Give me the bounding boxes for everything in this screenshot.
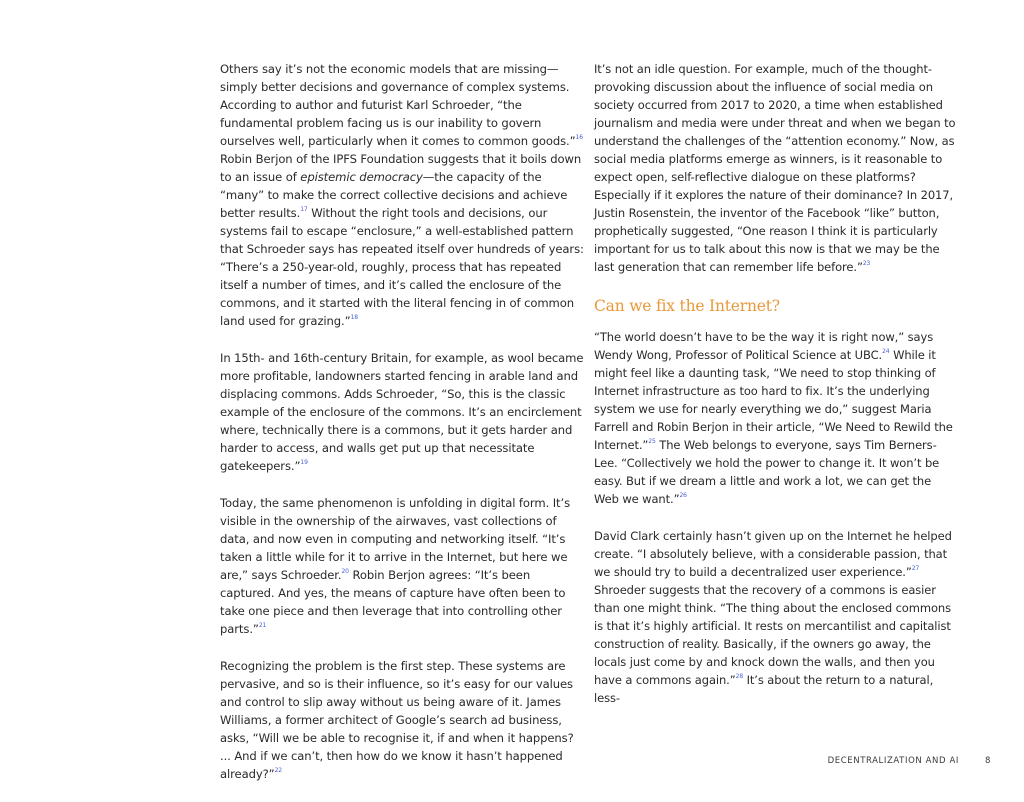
footnote-ref-18[interactable]: 18 xyxy=(350,314,358,322)
text-run: Recognizing the problem is the first step. These systems are pervasive, and so is their influence, so it’s easy for our values and control to slip away without us being aware of it. James Williams, a former architect of Google’s search ad business, asks, “Will we be able to recognise it, if and when it happens? ... And if we can’t, then how do we know it hasn’t happened already?” xyxy=(220,659,574,781)
page-footer xyxy=(828,756,991,766)
footnote-ref-26[interactable]: 26 xyxy=(679,492,687,500)
text-run: David Clark certainly hasn’t given up on the Internet he helped create. “I absolutely believe, with a considerable passion, that we should try to build a decentralized user experience.” xyxy=(594,529,952,579)
section-heading: Can we fix the Internet? xyxy=(594,297,780,315)
text-run: The Web belongs to everyone, says Tim Berners-Lee. “Collectively we hold the power to change it. It won’t be easy. But if we dream a little and work a lot, we can get the Web we want.” xyxy=(594,438,940,506)
text-run: In 15th- and 16th-century Britain, for example, as wool became more profitable, landowners started fencing in arable land and displacing commons. Adds Schroeder, “So, this is the classic example of the enclosure of the commons. It’s an encirclement where, technically there is a commons, but it gets harder and harder to access, and walls get put up that necessitate gatekeepers.” xyxy=(220,351,584,473)
footnote-ref-28[interactable]: 28 xyxy=(735,673,744,681)
text-run: Shroeder suggests that the recovery of a commons is easier than one might think. “The thing about the enclosed commons is that it’s highly artificial. It rests on mercantilist and capitalist construction of reality. Basically, if the owners go away, the locals just come by and knock down the walls, and then you have a commons again.” xyxy=(594,583,951,687)
paragraph-david-clark xyxy=(594,527,958,707)
footnote-ref-23[interactable]: 23 xyxy=(862,260,871,268)
paragraph-digital-enclosure xyxy=(220,494,584,638)
paragraph-world-doesnt-have-to-be xyxy=(594,328,958,508)
footnote-ref-21[interactable]: 21 xyxy=(258,622,267,630)
footnote-ref-20[interactable]: 20 xyxy=(341,568,349,576)
footnote-ref-24[interactable]: 24 xyxy=(882,348,890,356)
emphasis-epistemic-democracy: epistemic democracy xyxy=(300,170,423,184)
paragraph-governance xyxy=(220,60,584,330)
text-run: Without the right tools and decisions, our systems fail to escape “enclosure,” a well-established pattern that Schroeder says has repeated itself over hundreds of years: “There’s a 250-year-old, roughly, process that has repeated itself a number of times, and it’s called the enclosure of the commons, and it started with the literal fencing in of common land used for grazing.” xyxy=(220,206,584,328)
left-column xyxy=(220,60,584,802)
text-run: Robin Berjon of the IPFS Foundation suggests that it boils down to an issue of xyxy=(220,152,582,184)
paragraph-idle-question xyxy=(594,60,958,276)
footnote-ref-22[interactable]: 22 xyxy=(274,767,282,775)
footnote-ref-27[interactable]: 27 xyxy=(911,565,920,573)
text-run: It’s about the return to a natural, less- xyxy=(594,673,934,705)
text-run: —the capacity of the “many” to make the correct collective decisions and achieve better results. xyxy=(220,170,568,220)
paragraph-recognizing-problem xyxy=(220,657,584,783)
text-run: Others say it’s not the economic models that are missing—simply better decisions and governance of complex systems. According to author and futurist Karl Schroeder, “the fundamental problem facing us is our inability to govern ourselves well, particularly when it comes to common goods.” xyxy=(220,62,576,148)
text-run: It’s not an idle question. For example, much of the thought-provoking discussion about the influence of social media on society occurred from 2017 to 2020, a time when established journalism and media were under threat and when we began to understand the challenges of the “attention economy.” Now, as social media platforms emerge as winners, is it reasonable to expect open, self-reflective dialogue on these platforms? Especially if it explores the nature of their dominance? In 2017, Justin Rosenstein, the inventor of the Facebook “like” button, prophetically suggested, “One reason I think it is particularly important for us to talk about this now is that we may be the last generation that can remember life before.” xyxy=(594,62,956,274)
footnote-ref-25[interactable]: 25 xyxy=(648,438,656,446)
text-run: Today, the same phenomenon is unfolding in digital form. It’s visible in the ownership of the airwaves, vast collections of data, and now even in computing and networking itself. “It’s taken a little while for it to arrive in the Internet, but here we are,” says Schroeder. xyxy=(220,496,571,582)
footnote-ref-16[interactable]: 16 xyxy=(575,134,583,142)
text-run: “The world doesn’t have to be the way it is right now,” says Wendy Wong, Professor of Political Science at UBC. xyxy=(594,330,934,362)
right-column xyxy=(594,60,958,726)
paragraph-britain-enclosure xyxy=(220,349,584,475)
text-run: Robin Berjon agrees: “It’s been captured. And yes, the means of capture have often been to take one piece and then leverage that into controlling other parts.” xyxy=(220,568,566,636)
page-number: 8 xyxy=(984,756,991,766)
footnote-ref-19[interactable]: 19 xyxy=(300,459,308,467)
footnote-ref-17[interactable]: 17 xyxy=(300,206,308,214)
text-run: While it might feel like a daunting task, “We need to stop thinking of Internet infrastructure as too hard to fix. It’s the underlying system we use for nearly everything we do,” suggest Maria Farrell and Robin Berjon in their article, “We Need to Rewild the Internet.” xyxy=(594,348,953,452)
footer-document-title: DECENTRALIZATION AND AI xyxy=(827,756,959,766)
